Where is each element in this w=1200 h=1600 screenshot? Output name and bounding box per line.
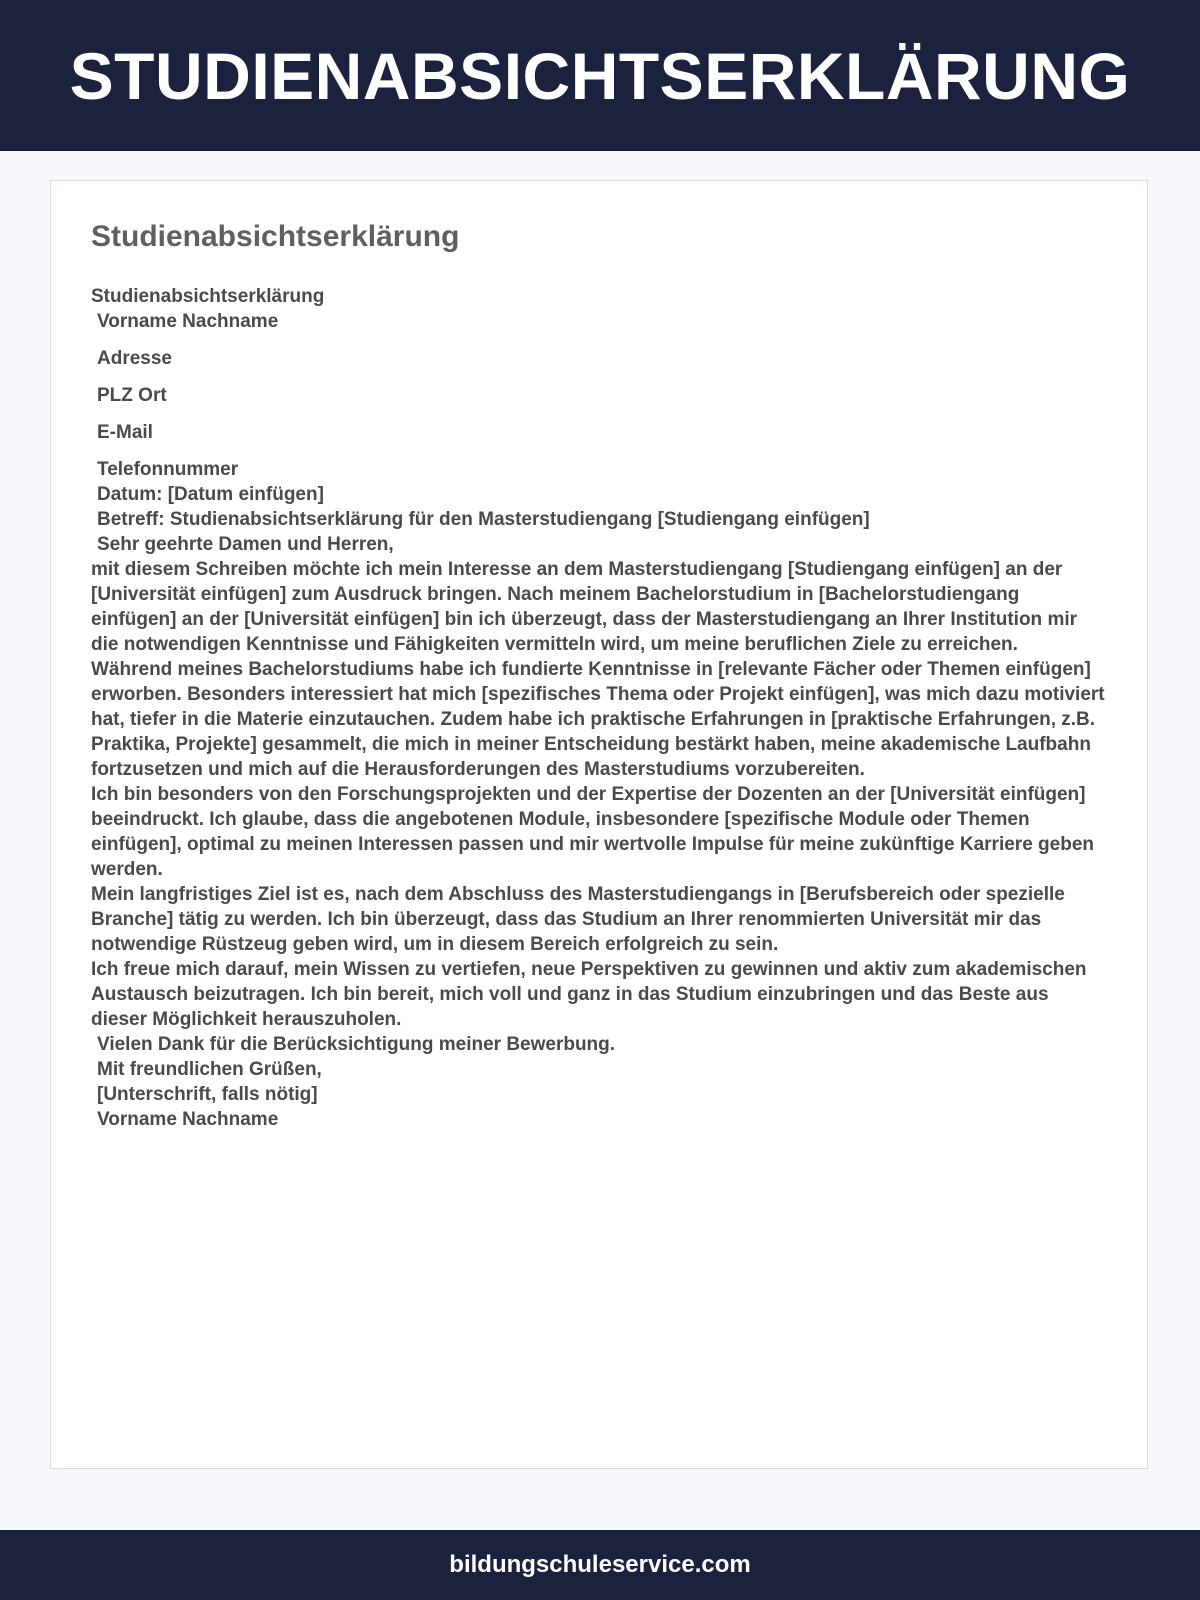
paragraph: Ich bin besonders von den Forschungsprojekten und der Expertise der Dozenten an der [Universität einfügen] beeindruckt. Ich glaube, dass die angebotenen Module, insbesondere [spezifische Module oder Themen einfügen], optimal zu meinen Interessen passen und mir wertvolle Impulse für meine zukünftige Karriere geben werden. xyxy=(91,784,1094,880)
sender-city: PLZ Ort xyxy=(97,385,167,406)
sender-address: Adresse xyxy=(97,348,172,369)
sender-phone: Telefonnummer xyxy=(97,459,239,480)
signature-placeholder: [Unterschrift, falls nötig] xyxy=(97,1084,318,1105)
subject-line: Studienabsichtserklärung xyxy=(91,286,325,307)
letter-subject: Betreff: Studienabsichtserklärung für den Masterstudiengang [Studiengang einfügen] xyxy=(97,509,870,530)
letter-body xyxy=(91,284,1107,1132)
document-heading: Studienabsichtserklärung xyxy=(91,220,460,253)
signer-name: Vorname Nachname xyxy=(97,1109,279,1130)
document-card xyxy=(50,180,1148,1469)
paragraph: Ich freue mich darauf, mein Wissen zu vertiefen, neue Perspektiven zu gewinnen und aktiv zum akademischen Austausch beizutragen. Ich bin bereit, mich voll und ganz in das Studium einzubringen und das Beste aus dieser Möglichkeit herauszuholen. xyxy=(91,959,1087,1030)
footer-site-link[interactable]: bildungschuleservice.com xyxy=(449,1551,751,1578)
paragraph: mit diesem Schreiben möchte ich mein Interesse an dem Masterstudiengang [Studiengang einfügen] an der [Universität einfügen] zum Ausdruck bringen. Nach meinem Bachelorstudium in [Bachelorstudiengang einfügen] an der [Universität einfügen] bin ich überzeugt, dass der Masterstudiengang an Ihrer Institution mir die notwendigen Kenntnisse und Fähigkeiten vermitteln wird, um meine beruflichen Ziele zu erreichen. xyxy=(91,559,1078,655)
paragraph: Während meines Bachelorstudiums habe ich fundierte Kenntnisse in [relevante Fächer oder Themen einfügen] erworben. Besonders interessiert hat mich [spezifisches Thema oder Projekt einfügen], was mich dazu motiviert hat, tiefer in die Materie einzutauchen. Zudem habe ich praktische Erfahrungen in [praktische Erfahrungen, z.B. Praktika, Projekte] gesammelt, die mich in meiner Entscheidung bestärkt haben, meine akademische Laufbahn fortzusetzen und mich auf die Herausforderungen des Masterstudiums vorzubereiten. xyxy=(91,659,1105,780)
page-header xyxy=(0,0,1200,151)
sender-name: Vorname Nachname xyxy=(97,311,279,332)
paragraph: Mein langfristiges Ziel ist es, nach dem Abschluss des Masterstudiengangs in [Berufsbereich oder spezielle Branche] tätig zu werden. Ich bin überzeugt, dass das Studium an Ihrer renommierten Universität mir das notwendige Rüstzeug geben wird, um in diesem Bereich erfolgreich zu sein. xyxy=(91,884,1065,955)
letter-date: Datum: [Datum einfügen] xyxy=(97,484,324,505)
closing-line: Mit freundlichen Grüßen, xyxy=(97,1059,322,1080)
thanks-line: Vielen Dank für die Berücksichtigung meiner Bewerbung. xyxy=(97,1034,616,1055)
page-title: STUDIENABSICHTSERKLÄRUNG xyxy=(69,38,1131,113)
page-footer xyxy=(0,1530,1200,1600)
sender-email: E-Mail xyxy=(97,422,153,443)
salutation: Sehr geehrte Damen und Herren, xyxy=(97,534,394,555)
